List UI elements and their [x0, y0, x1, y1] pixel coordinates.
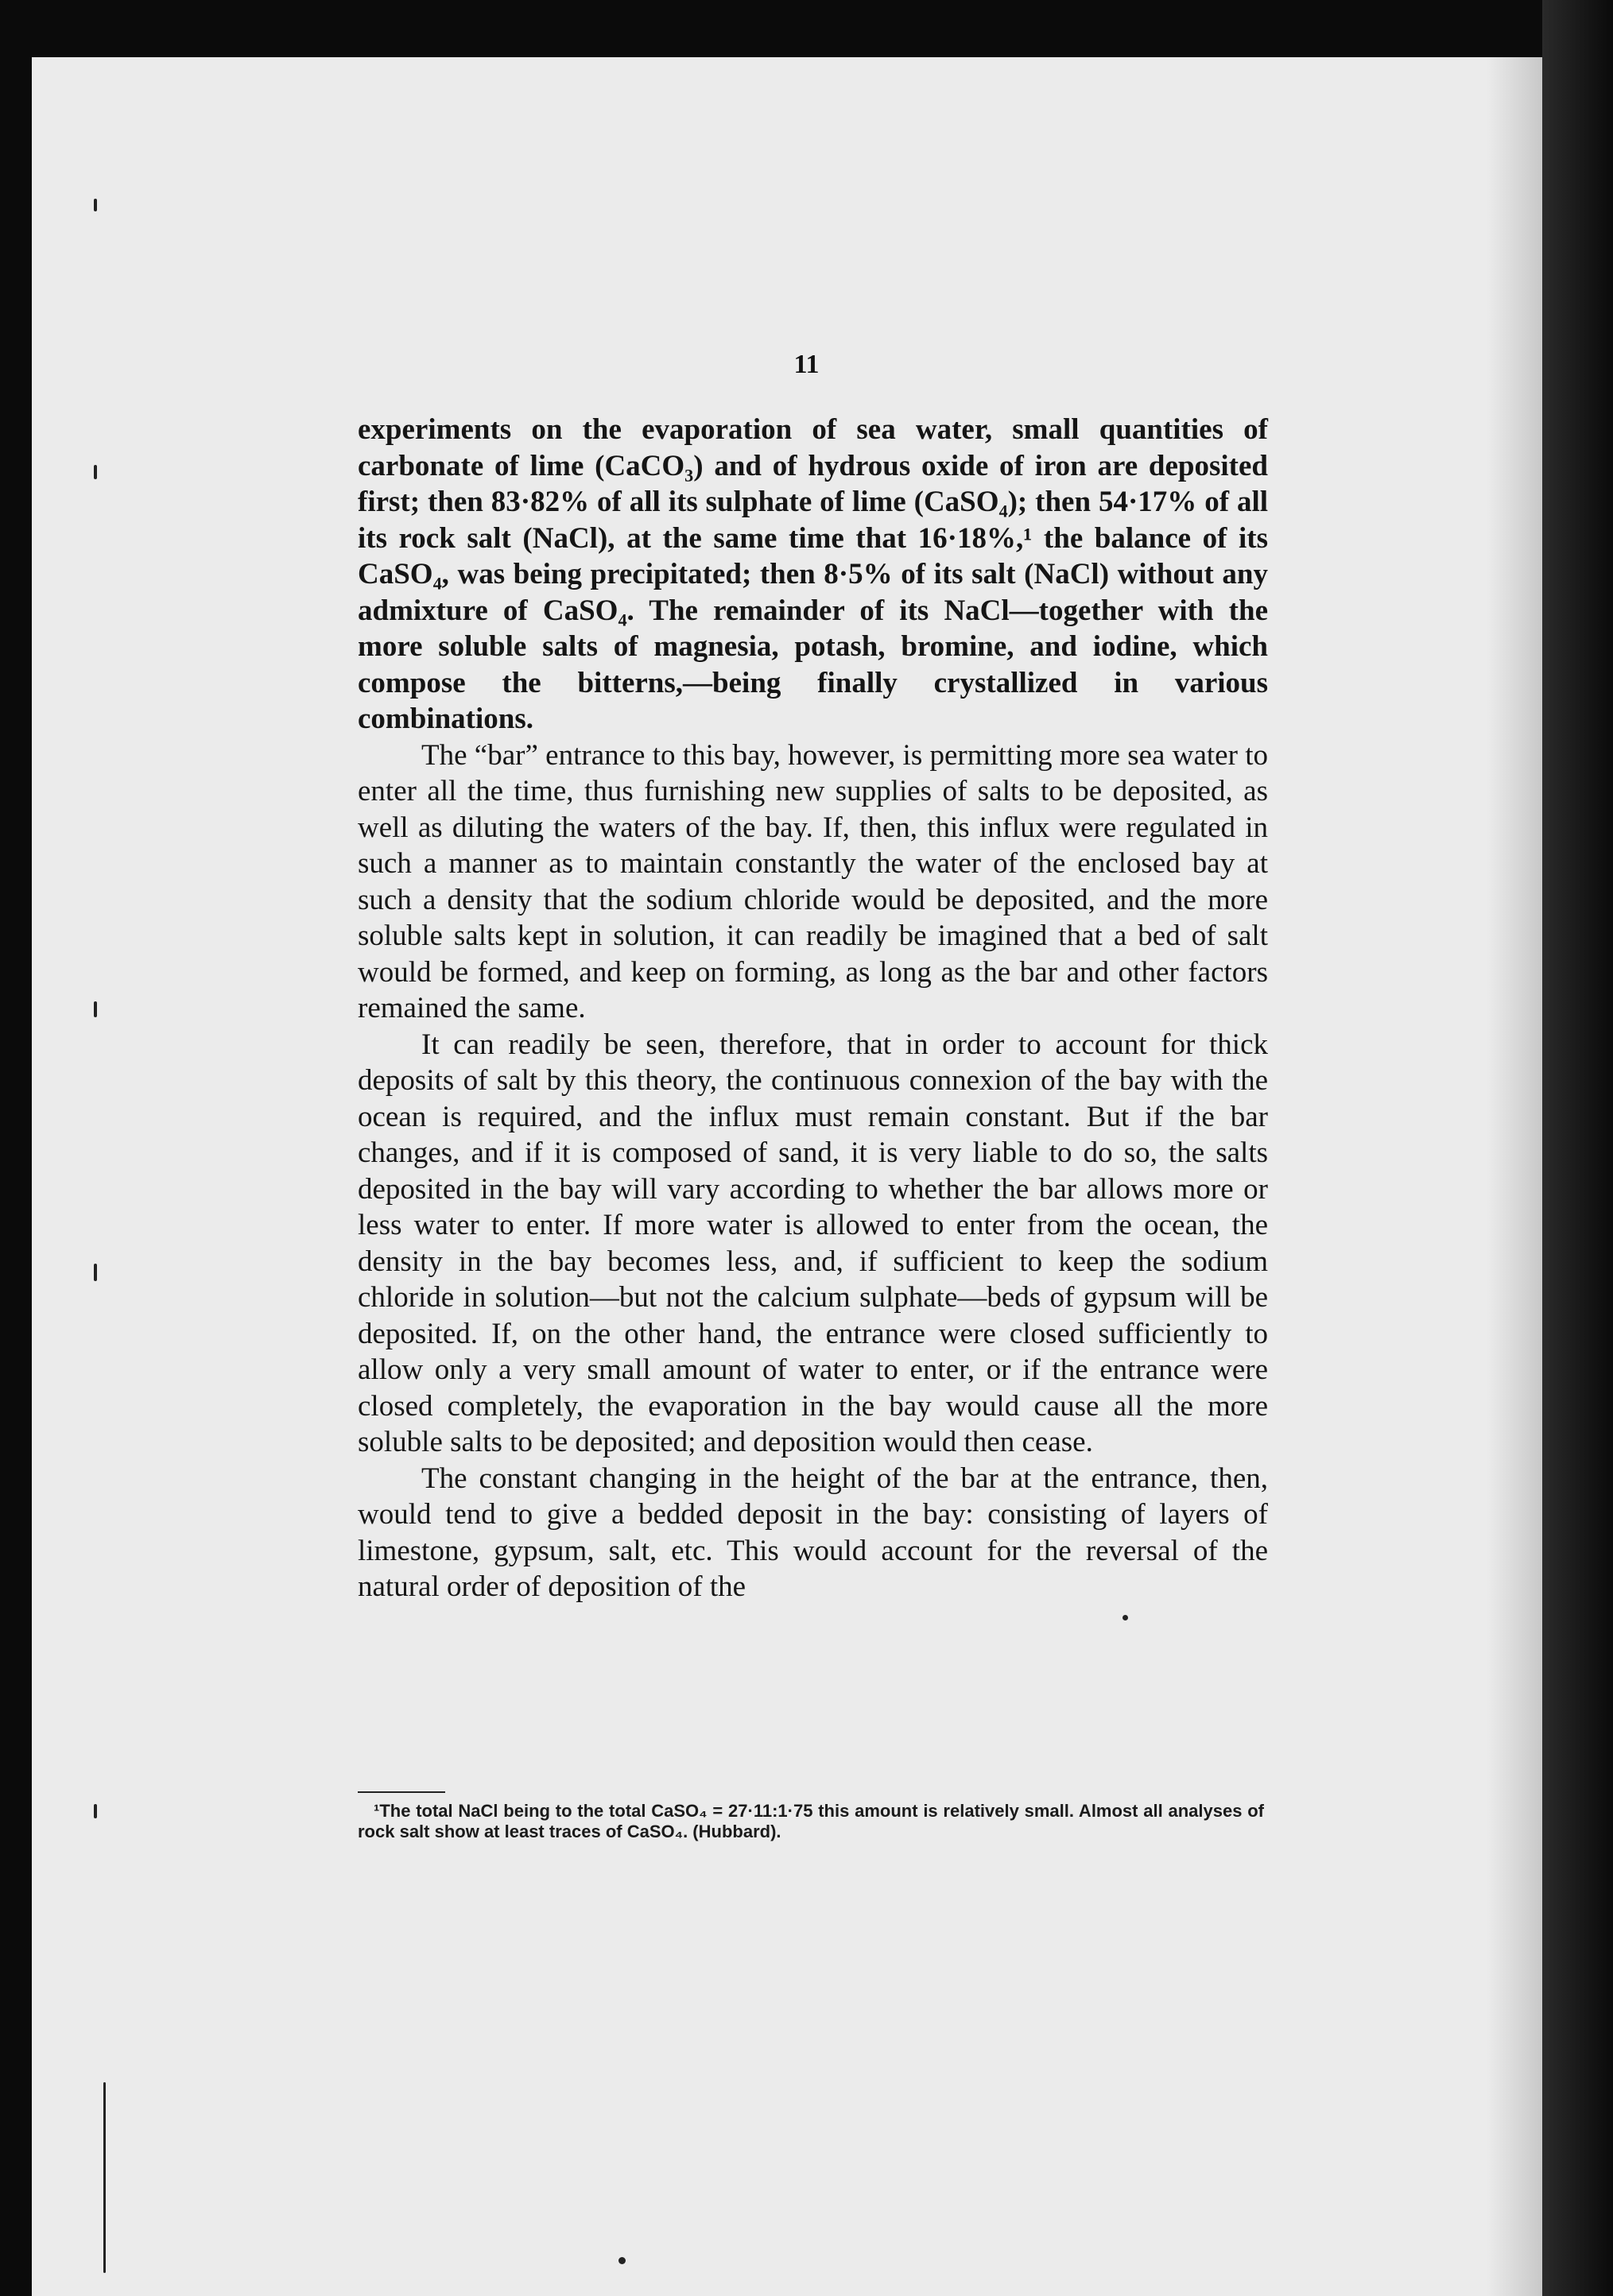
scan-edge-left [0, 0, 32, 2296]
margin-mark [94, 1001, 97, 1017]
speck [618, 2257, 626, 2264]
speck [1123, 1615, 1128, 1620]
paragraph-2: The “bar” entrance to this bay, however, is permitting more sea water to enter all the time, thus furnishing new supplies of salts to be deposited, as well as diluting the waters of the bay. If, then, this influx were regulated in such a manner as to maintain constantly the water of the enclosed bay at such a density that the sodium chloride would be deposited, and the more soluble salts kept in solution, it can readily be imagined that a bed of salt would be formed, and keep on forming, as long as the bar and other factors remained the same. [358, 738, 1268, 1024]
scan-edge-right [1542, 0, 1613, 2296]
footnote-rule [358, 1791, 445, 1793]
paragraph-3: It can readily be seen, therefore, that in order to account for thick deposits of salt by this theory, the continuous connexion of the bay with the ocean is required, and the influx must remain constant. But if the bar changes, and if it is composed of sand, it is very liable to do so, the salts deposited in the bay will vary according to whether the bar allows more or less water to enter. If more water is allowed to enter from the ocean, the density in the bay becomes less, and, if sufficient to keep the sodium chloride in solution—but not the calcium sulphate—beds of gypsum will be deposited. If, on the other hand, the entrance were closed sufficiently to allow only a very small amount of water to enter, or if the entrance were closed completely, the evaporation in the bay would cause all the more soluble salts to be deposited; and deposition would then cease. [358, 1028, 1268, 1458]
margin-mark [103, 2082, 106, 2273]
margin-mark [94, 1264, 97, 1281]
page-number: 11 [793, 350, 820, 379]
body-text [358, 412, 1268, 1605]
paragraph-4: The constant changing in the height of the bar at the entrance, then, would tend to give a bedded deposit in the bay: consisting of layers of limestone, gypsum, salt, etc. This would account for the reversal of the natural order of deposition of the [358, 1462, 1268, 1603]
margin-mark [94, 465, 97, 479]
paragraph-1: experiments on the evaporation of sea water, small quantities of carbonate of lime (CaCO₃) and of hydrous oxide of iron are deposited first; then 83·82% of all its sulphate of lime (CaSO₄); then 54·17% of all its rock salt (NaCl), at the same time that 16·18%,¹ the balance of its CaSO₄, was being precipitated; then 8·5% of its salt (NaCl) without any admixture of CaSO₄. The remainder of its NaCl—together with the more soluble salts of magnesia, potash, bromine, and iodine, which compose the bitterns,—being finally crystallized in various combinations. [358, 413, 1268, 735]
footnote: ¹The total NaCl being to the total CaSO₄ = 27·11:1·75 this amount is relatively small. Almost all analyses of rock salt show at least traces of CaSO₄. (Hubbard). [358, 1801, 1264, 1841]
margin-mark [94, 1804, 97, 1818]
margin-mark [94, 199, 97, 211]
